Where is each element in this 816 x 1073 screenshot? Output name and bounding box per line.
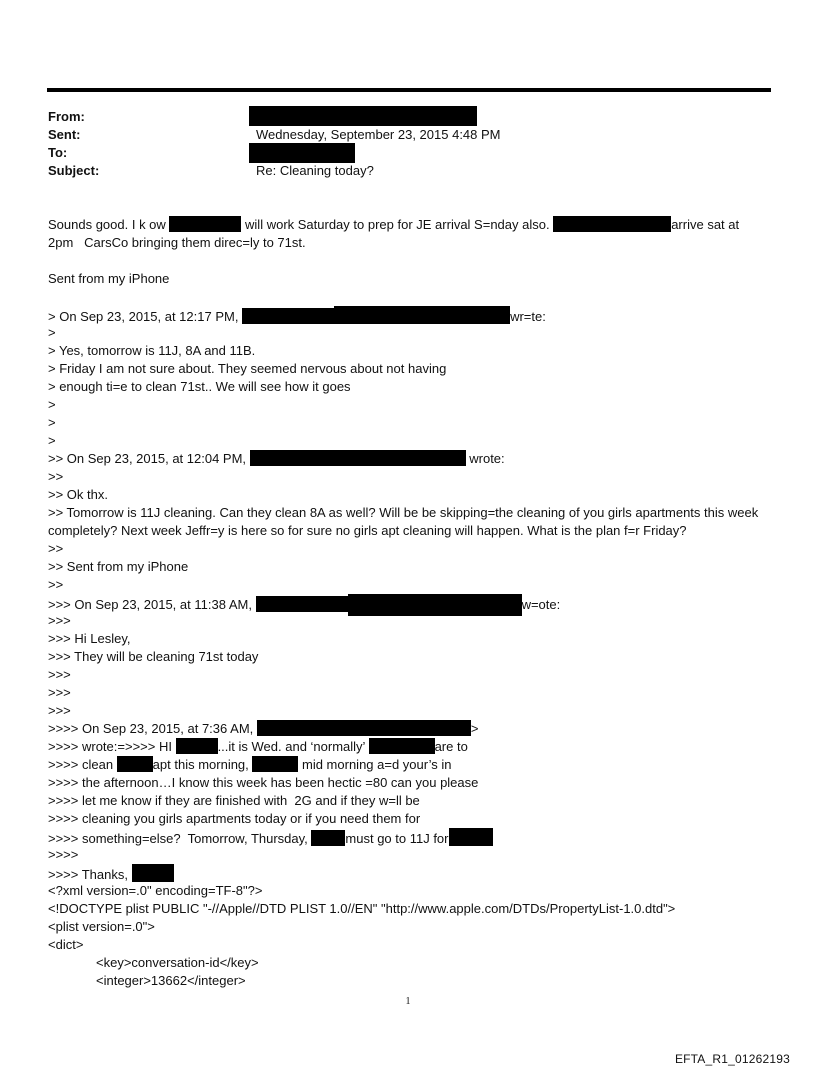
body-line: Sounds good. I k ow will work Saturday to prep for JE arrival S=nday also. arrive sat at bbox=[48, 217, 740, 232]
header-rule bbox=[47, 88, 771, 92]
xml-line: <?xml version=.0" encoding=TF-8"?> bbox=[48, 883, 263, 898]
redaction bbox=[311, 830, 345, 846]
quote-line: >>>> wrote:=>>>> HI ...it is Wed. and ‘normally’ are to bbox=[48, 739, 468, 754]
redaction bbox=[449, 828, 493, 846]
quote-line: >>> Hi Lesley, bbox=[48, 631, 131, 646]
redaction bbox=[132, 864, 174, 882]
email-body bbox=[48, 216, 768, 990]
quote-header: > On Sep 23, 2015, at 12:17 PM, wr=te: bbox=[48, 306, 768, 324]
quote-line: >>>> cleaning you girls apartments today or if you need them for bbox=[48, 811, 421, 826]
redaction bbox=[250, 450, 466, 466]
quote-line: >> bbox=[48, 541, 64, 556]
quote-line: > Friday I am not sure about. They seemed nervous about not having bbox=[48, 361, 447, 376]
signature-line: Sent from my iPhone bbox=[48, 271, 170, 286]
quote-line: >> bbox=[48, 469, 64, 484]
quote-line: >>> bbox=[48, 613, 71, 628]
xml-line: <plist version=.0"> bbox=[48, 919, 155, 934]
redaction bbox=[369, 738, 435, 754]
redaction bbox=[553, 216, 671, 232]
quote-line: >>> bbox=[48, 685, 71, 700]
quote-line: > Yes, tomorrow is 11J, 8A and 11B. bbox=[48, 343, 256, 358]
sent-label: Sent: bbox=[48, 127, 81, 142]
quote-line: >>> bbox=[48, 703, 71, 718]
to-label: To: bbox=[48, 145, 68, 160]
quote-line: >>>> let me know if they are finished with 2G and if they w=ll be bbox=[48, 793, 420, 808]
quote-line: >>>> clean apt this morning, mid morning a=d your’s in bbox=[48, 757, 452, 772]
redaction-from bbox=[249, 106, 477, 126]
from-label: From: bbox=[48, 109, 85, 124]
quote-line: > enough ti=e to clean 71st.. We will see how it goes bbox=[48, 379, 351, 394]
redaction bbox=[242, 308, 334, 324]
redaction bbox=[257, 720, 471, 736]
redaction bbox=[169, 216, 241, 232]
subject-value: Re: Cleaning today? bbox=[256, 163, 374, 178]
quote-line: >> Ok thx. bbox=[48, 487, 108, 502]
quote-line: > bbox=[48, 415, 56, 430]
quote-line: >> Sent from my iPhone bbox=[48, 559, 189, 574]
subject-label: Subject: bbox=[48, 163, 100, 178]
redaction bbox=[252, 756, 298, 772]
quote-line: >>>> Thanks, bbox=[48, 864, 768, 882]
quote-line: > bbox=[48, 433, 56, 448]
xml-line: <dict> bbox=[48, 937, 84, 952]
quote-header: >>> On Sep 23, 2015, at 11:38 AM, w=ote: bbox=[48, 594, 768, 612]
quote-line: >>>> the afternoon…I know this week has been hectic =80 can you please bbox=[48, 775, 479, 790]
quote-line: >> bbox=[48, 577, 64, 592]
bates-number: EFTA_R1_01262193 bbox=[674, 1052, 790, 1066]
quote-line: >>> They will be cleaning 71st today bbox=[48, 649, 259, 664]
quote-line: >>>> something=else? Tomorrow, Thursday, must go to 11J for bbox=[48, 828, 768, 846]
quote-line: > bbox=[48, 325, 56, 340]
quote-line: >> Tomorrow is 11J cleaning. Can they clean 8A as well? Will be be skipping=the cleaning of you girls apartments this week completely? Next week Jeffr=y is here so for sure no girls apt cleaning will happen. What is the plan f=r Friday? bbox=[48, 505, 759, 538]
redaction bbox=[117, 756, 153, 772]
redaction-to bbox=[249, 143, 355, 163]
quote-line: > bbox=[48, 397, 56, 412]
xml-line: <!DOCTYPE plist PUBLIC "-//Apple//DTD PLIST 1.0//EN" "http://www.apple.com/DTDs/PropertyList-1.0.dtd"> bbox=[48, 901, 676, 916]
quote-header: >> On Sep 23, 2015, at 12:04 PM, wrote: bbox=[48, 451, 505, 466]
xml-line: <key>conversation-id</key> bbox=[96, 955, 259, 970]
quote-line: >>>> bbox=[48, 847, 79, 862]
quote-line: >>> bbox=[48, 667, 71, 682]
page-number: 1 bbox=[405, 996, 411, 1007]
xml-line: <integer>13662</integer> bbox=[96, 973, 246, 988]
quote-header: >>>> On Sep 23, 2015, at 7:36 AM, > bbox=[48, 721, 479, 736]
sent-value: Wednesday, September 23, 2015 4:48 PM bbox=[256, 127, 501, 142]
body-line: 2pm CarsCo bringing them direc=ly to 71st. bbox=[48, 235, 306, 250]
redaction bbox=[176, 738, 218, 754]
redaction bbox=[256, 596, 348, 612]
redaction bbox=[334, 306, 510, 324]
